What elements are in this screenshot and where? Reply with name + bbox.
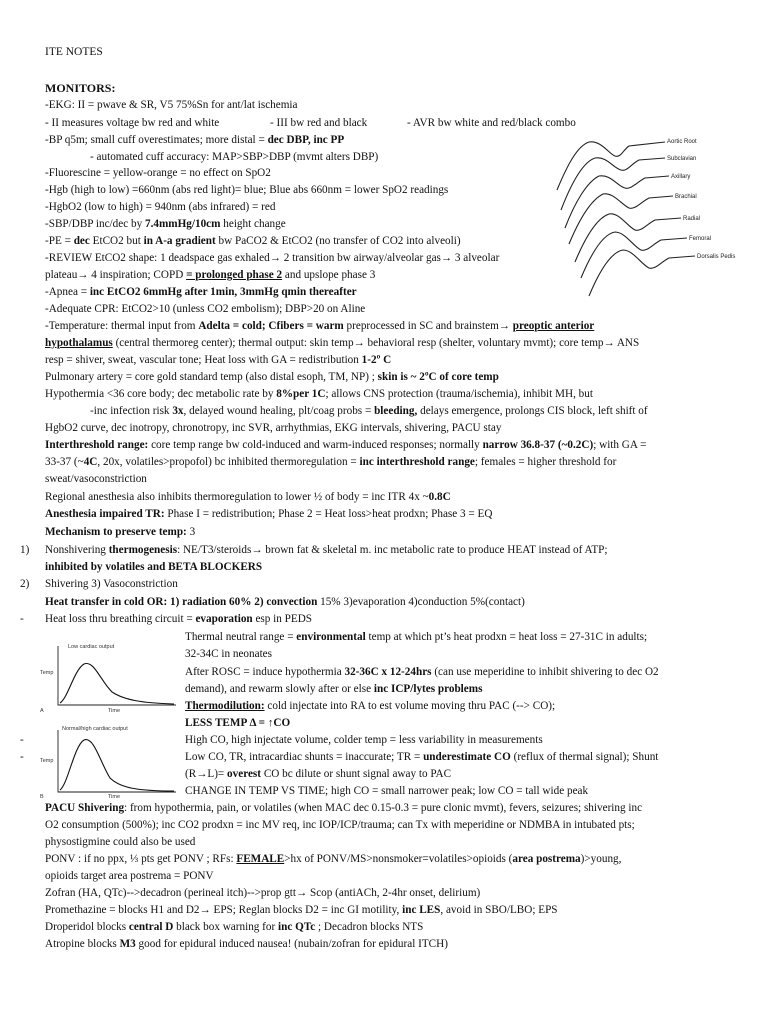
- waveform-label: Femoral: [689, 236, 712, 242]
- normal-high-cardiac-output-graph: [38, 722, 180, 800]
- note-line: Heat transfer in cold OR: 1) radiation 60% 2) convection 15% 3)evaporation 4)conduction 5%(contact): [45, 596, 525, 608]
- note-line: CHANGE IN TEMP VS TIME; high CO = small narrower peak; low CO = tall wide peak: [185, 785, 589, 797]
- list-marker: -: [20, 613, 24, 625]
- waveform-label: Radial: [683, 216, 701, 222]
- note-line: O2 consumption (500%); inc CO2 prodxn = inc MV req, inc IOP/ICP/trauma; can Tx with meperidine or NDMBA in intubated pts;: [45, 819, 635, 831]
- note-line: (R→L)= overest CO bc dilute or shunt signal away to PAC: [185, 768, 452, 780]
- graph-xlabel: Time: [108, 794, 121, 800]
- note-line: Anesthesia impaired TR: Phase I = redistribution; Phase 2 = Heat loss>heat prodxn; Phase 3 = EQ: [45, 508, 493, 520]
- list-marker: -: [20, 751, 24, 763]
- note-line: - automated cuff accuracy: MAP>SBP>DBP (mvmt alters DBP): [90, 151, 379, 163]
- low-cardiac-output-graph: [38, 640, 180, 715]
- note-line: -inc infection risk 3x, delayed wound healing, plt/coag probs = bleeding, delays emergence, prolongs CIS block, left shift of: [90, 405, 648, 417]
- note-line: HgbO2 curve, dec inotropy, chronotropy, inc SVR, arrhythmias, EKG intervals, shivering, PACU stay: [45, 422, 502, 434]
- waveform-label: Subclavian: [667, 156, 697, 162]
- note-line: - III bw red and black: [270, 117, 368, 129]
- graph-xlabel: Time: [108, 708, 121, 714]
- note-line: High CO, high injectate volume, colder temp = less variability in measurements: [185, 734, 543, 746]
- note-line: demand), and rewarm slowly after or else inc ICP/lytes problems: [185, 683, 483, 695]
- note-line: -HgbO2 (low to high) = 940nm (abs infrared) = red: [45, 201, 276, 213]
- note-line: Low CO, TR, intracardiac shunts = inaccurate; TR = underestimate CO (reflux of thermal signal); Shunt: [185, 751, 659, 763]
- graph-origin-label: B: [40, 794, 44, 800]
- note-line: -Fluorescine = yellow-orange = no effect on SpO2: [45, 167, 271, 179]
- note-line: -Adequate CPR: EtCO2>10 (unless CO2 embolism); DBP>20 on Aline: [45, 303, 366, 315]
- note-line: LESS TEMP Δ = ↑CO: [185, 717, 291, 729]
- note-line: physostigmine could also be used: [45, 836, 196, 848]
- graph-title: Normal/high cardiac output: [62, 726, 128, 732]
- note-line: Nonshivering thermogenesis: NE/T3/steroids→ brown fat & skeletal m. inc metabolic rate to produce HEAT instead of ATP;: [45, 544, 608, 556]
- note-line: hypothalamus (central thermoreg center); thermal output: skin temp→ behavioral resp (shelter, voluntary mvmt); core temp→ ANS: [45, 337, 640, 349]
- note-line: resp = shiver, sweat, vascular tone; Heat loss with GA = redistribution 1-2º C: [45, 354, 392, 366]
- note-line: sweat/vasoconstriction: [45, 473, 147, 485]
- note-line: PACU Shivering: from hypothermia, pain, or volatiles (when MAC dec 0.15-0.3 = pure clonic mvmt), fevers, seizures; shivering inc: [45, 802, 643, 814]
- note-line: Regional anesthesia also inhibits thermoregulation to lower ½ of body = inc ITR 4x ~0.8C: [45, 491, 451, 503]
- waveform-label: Dorsalis Pedis: [697, 254, 736, 260]
- note-line: Heat loss thru breathing circuit = evaporation esp in PEDS: [45, 613, 313, 625]
- list-marker: 1): [20, 544, 30, 556]
- note-line: inhibited by volatiles and BETA BLOCKERS: [45, 561, 263, 573]
- temp-curve: [60, 663, 174, 704]
- note-line: 33-37 (~4C, 20x, volatiles>propofol) bc inhibited thermoregulation = inc interthreshold range; females = higher threshold for: [45, 456, 617, 468]
- note-line: opioids target area postrema = PONV: [45, 870, 214, 882]
- note-line: - II measures voltage bw red and white: [45, 117, 220, 129]
- note-line: Pulmonary artery = core gold standard temp (also distal esoph, TM, NP) ; skin is ~ 2ºC of core temp: [45, 371, 499, 383]
- note-line: Thermodilution: cold injectate into RA to est volume moving thru PAC (--> CO);: [185, 700, 556, 712]
- list-marker: 2): [20, 578, 30, 590]
- waveform-label: Aortic Root: [667, 139, 697, 145]
- note-line: -Apnea = inc EtCO2 6mmHg after 1min, 3mmHg qmin thereafter: [45, 286, 357, 298]
- note-line: -PE = dec EtCO2 but in A-a gradient bw PaCO2 & EtCO2 (no transfer of CO2 into alveoli): [45, 235, 461, 247]
- graph-title: Low cardiac output: [68, 644, 115, 650]
- arterial-waveform-figure: [555, 128, 736, 303]
- note-line: Shivering 3) Vasoconstriction: [45, 578, 178, 590]
- note-line: Promethazine = blocks H1 and D2→ EPS; Reglan blocks D2 = inc GI motility, inc LES, avoid in SBO/LBO; EPS: [45, 904, 558, 916]
- note-line: Thermal neutral range = environmental temp at which pt’s heat prodxn = heat loss = 27-31C in adults;: [185, 631, 648, 643]
- note-line: Hypothermia <36 core body; dec metabolic rate by 8%per 1C; allows CNS protection (trauma/ischemia), inhibit MH, but: [45, 388, 593, 400]
- note-line: Atropine blocks M3 good for epidural induced nausea! (nubain/zofran for epidural ITCH): [45, 938, 448, 950]
- note-line: -BP q5m; small cuff overestimates; more distal = dec DBP, inc PP: [45, 134, 345, 146]
- graph-ylabel: Temp: [40, 670, 54, 676]
- waveform-label: Brachial: [675, 194, 697, 200]
- graph-origin-label: A: [40, 708, 44, 714]
- note-line: Interthreshold range: core temp range bw cold-induced and warm-induced responses; normally narrow 36.8-37 (~0.2C); with GA =: [45, 439, 647, 451]
- note-line: Droperidol blocks central D black box warning for inc QTc ; Decadron blocks NTS: [45, 921, 424, 933]
- note-line: Zofran (HA, QTc)-->decadron (perineal itch)-->prop gtt→ Scop (antiACh, 2-4hr onset, delirium): [45, 887, 481, 899]
- note-line: After ROSC = induce hypothermia 32-36C x 12-24hrs (can use meperidine to inhibit shivering to dec O2: [185, 666, 659, 678]
- note-line: - AVR bw white and red/black combo: [407, 117, 576, 129]
- note-line: PONV : if no ppx, ⅓ pts get PONV ; RFs: FEMALE>hx of PONV/MS>nonsmoker=volatiles>opioids (area postrema)>young,: [45, 853, 622, 865]
- graph-ylabel: Temp: [40, 758, 54, 764]
- temp-curve: [60, 740, 174, 791]
- note-line: -Temperature: thermal input from Adelta = cold; Cfibers = warm preprocessed in SC and brainstem→ preoptic anterior: [45, 320, 595, 332]
- note-line: -REVIEW EtCO2 shape: 1 deadspace gas exhaled→ 2 transition bw airway/alveolar gas→ 3 alveolar: [45, 252, 500, 264]
- list-marker: -: [20, 734, 24, 746]
- note-line: -Hgb (high to low) =660nm (abs red light)= blue; Blue abs 660nm = lower SpO2 readings: [45, 184, 449, 196]
- note-line: 32-34C in neonates: [185, 648, 272, 660]
- note-line: Mechanism to preserve temp: 3: [45, 526, 196, 538]
- note-line: plateau→ 4 inspiration; COPD = prolonged phase 2 and upslope phase 3: [45, 269, 376, 281]
- note-line: -EKG: II = pwave & SR, V5 75%Sn for ant/lat ischemia: [45, 99, 298, 111]
- waveform-label: Axillary: [671, 174, 691, 180]
- note-line: -SBP/DBP inc/dec by 7.4mmHg/10cm height change: [45, 218, 286, 230]
- monitors-heading: MONITORS:: [45, 81, 116, 95]
- page-title: ITE NOTES: [45, 46, 103, 58]
